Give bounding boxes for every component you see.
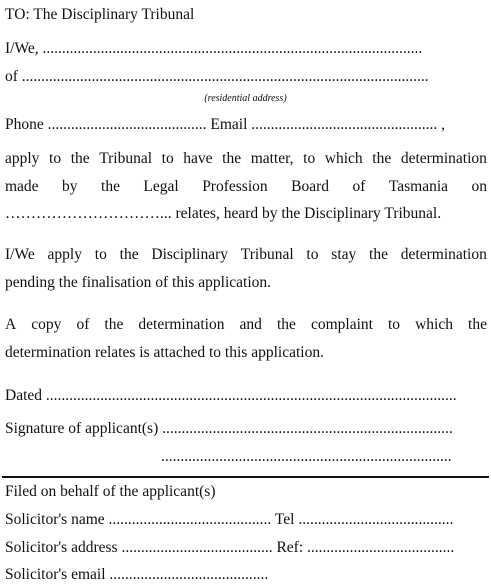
paragraph-copy-line-2: determination relates is attached to this application. [5, 344, 324, 361]
word: the [468, 316, 487, 333]
word: determination [138, 316, 225, 333]
solicitor-email-line: Solicitor's email ......................................... [5, 566, 269, 583]
word: apply [5, 150, 40, 167]
paragraph-stay-line-1 [5, 246, 487, 264]
solicitor-name-line: Solicitor's name .......................................... Tel ........................................ [5, 511, 454, 528]
word: of [76, 316, 90, 333]
paragraph-stay-line-2: pending the finalisation of this application. [5, 274, 272, 291]
word: have [183, 150, 213, 167]
word: copy [31, 316, 62, 333]
residential-address-line: of ......................................................................................................... [5, 68, 429, 85]
paragraph-apply-line-3: …………………………... relates, heard by the Disciplinary Tribunal. [5, 205, 442, 222]
word: Legal [143, 178, 179, 195]
word: to [303, 150, 316, 167]
paragraph-apply-line-1 [5, 150, 487, 168]
word: the [104, 316, 124, 333]
word: the [101, 178, 120, 195]
word: Disciplinary [151, 246, 228, 263]
dated-line: Dated .......................................................................................................... [5, 387, 457, 404]
word: the [276, 316, 296, 333]
paragraph-apply-line-2 [5, 178, 487, 196]
word: determination [400, 150, 487, 167]
word: the [70, 150, 90, 167]
to-line: TO: The Disciplinary Tribunal [5, 6, 195, 23]
word: Tasmania [388, 178, 449, 195]
signature-line: Signature of applicant(s) ........................................................................... [5, 420, 453, 437]
filed-on-behalf-line: Filed on behalf of the applicant(s) [5, 483, 216, 500]
word: Tribunal [240, 246, 294, 263]
paragraph-copy-line-1 [5, 316, 487, 334]
section-divider [2, 476, 489, 478]
word: to [49, 150, 62, 167]
word: by [62, 178, 78, 195]
residential-address-note: (residential address) [204, 93, 287, 104]
word: to [161, 150, 174, 167]
word: on [471, 178, 487, 195]
word: of [352, 178, 366, 195]
word: apply [47, 246, 82, 263]
signature-line-2: ........................................................................... [161, 448, 452, 465]
word: Profession [202, 178, 268, 195]
word: which [324, 150, 363, 167]
word: the [369, 246, 388, 263]
word: complaint [310, 316, 373, 333]
word: stay [331, 246, 357, 263]
word: matter, [250, 150, 294, 167]
applicant-name-line: I/We, .................................................................................................. [5, 40, 423, 57]
word: determination [400, 246, 487, 263]
word: which [415, 316, 453, 333]
word: and [239, 316, 262, 333]
word: A [5, 316, 17, 333]
word: to [306, 246, 319, 263]
word: made [5, 178, 39, 195]
word: the [372, 150, 392, 167]
word: the [222, 150, 242, 167]
solicitor-address-line: Solicitor's address ....................................... Ref: ...................................... [5, 539, 455, 556]
word: I/We [5, 246, 35, 263]
word: to [388, 316, 401, 333]
phone-email-line: Phone ......................................... Email ................................................ , [5, 116, 446, 133]
word: Tribunal [99, 150, 153, 167]
word: to [94, 246, 107, 263]
word: Board [291, 178, 329, 195]
word: the [119, 246, 139, 263]
